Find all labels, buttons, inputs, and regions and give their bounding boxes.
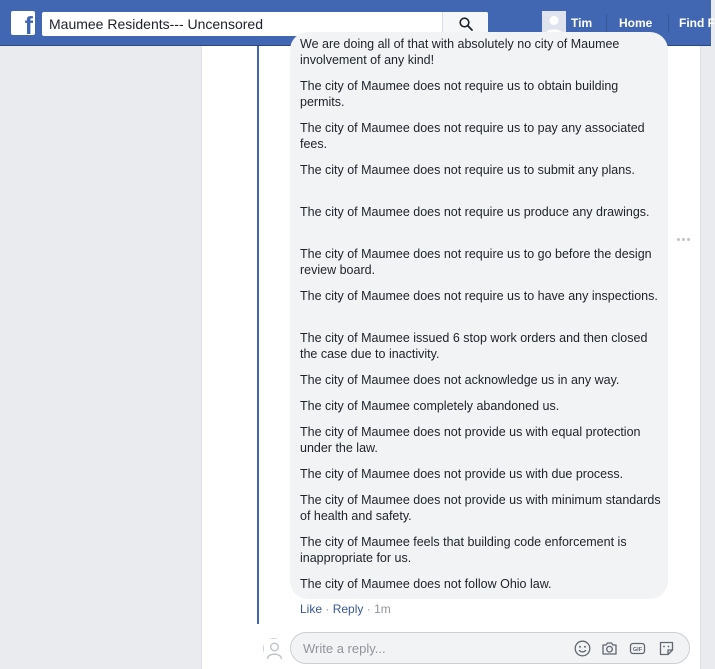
comment-bubble xyxy=(290,32,668,599)
find-friends-link[interactable]: Find F xyxy=(679,16,715,30)
nav-divider xyxy=(668,14,669,32)
default-user-icon xyxy=(264,639,285,660)
comment-paragraph: The city of Maumee does not require us to have any inspections. xyxy=(300,289,658,303)
gif-icon[interactable] xyxy=(629,640,646,657)
comment-actions xyxy=(300,602,391,616)
separator: · xyxy=(325,602,330,616)
comment-paragraph: The city of Maumee does not require us to pay any associated fees. xyxy=(300,121,645,151)
comment-timestamp[interactable]: 1m xyxy=(374,602,391,616)
comment-paragraph: The city of Maumee feels that building code enforcement is inappropriate for us. xyxy=(300,535,627,565)
comment-paragraph: The city of Maumee does not require us produce any drawings. xyxy=(300,205,650,219)
separator: · xyxy=(366,602,371,616)
comment-paragraph: The city of Maumee does not require us to go before the design review board. xyxy=(300,247,652,277)
home-link[interactable]: Home xyxy=(619,16,653,30)
comment-paragraph: The city of Maumee does not provide us with equal protection under the law. xyxy=(300,425,641,455)
search-icon xyxy=(459,17,473,31)
comment-paragraph: The city of Maumee does not require us to submit any plans. xyxy=(300,163,635,177)
nav-divider xyxy=(606,14,607,32)
facebook-logo-icon[interactable] xyxy=(11,11,35,40)
like-link[interactable]: Like xyxy=(300,602,323,616)
comment-paragraph: The city of Maumee does not acknowledge us in any way. xyxy=(300,373,620,387)
comment-paragraph: The city of Maumee completely abandoned us. xyxy=(300,399,560,413)
camera-icon[interactable] xyxy=(601,640,618,657)
profile-name-link[interactable]: Tim xyxy=(571,16,593,30)
reply-composer xyxy=(290,632,690,664)
reply-thread-line xyxy=(257,46,259,624)
more-options-icon[interactable] xyxy=(677,236,691,244)
svg-text:GIF: GIF xyxy=(632,647,643,654)
comment-paragraph: The city of Maumee does not follow Ohio law. xyxy=(300,577,552,591)
comment-paragraph: The city of Maumee issued 6 stop work orders and then closed the case due to inactivity. xyxy=(300,331,648,361)
comment-paragraph: The city of Maumee does not provide us with minimum standards of health and safety. xyxy=(300,493,661,523)
facebook-logo-letter: f xyxy=(24,12,33,40)
reply-input[interactable] xyxy=(291,633,561,663)
reply-link[interactable]: Reply xyxy=(332,602,364,616)
comment-paragraph: The city of Maumee does not provide us with due process. xyxy=(300,467,624,481)
emoji-icon[interactable] xyxy=(574,640,591,657)
sticker-icon[interactable] xyxy=(658,640,675,657)
comment-paragraph: involvement of any kind! xyxy=(300,53,435,67)
comment-paragraph: The city of Maumee does not require us to obtain building permits. xyxy=(300,79,619,109)
reply-avatar xyxy=(263,638,284,659)
comment-partial-line: We are doing all of that with absolutely no city of Maumee xyxy=(300,37,620,51)
